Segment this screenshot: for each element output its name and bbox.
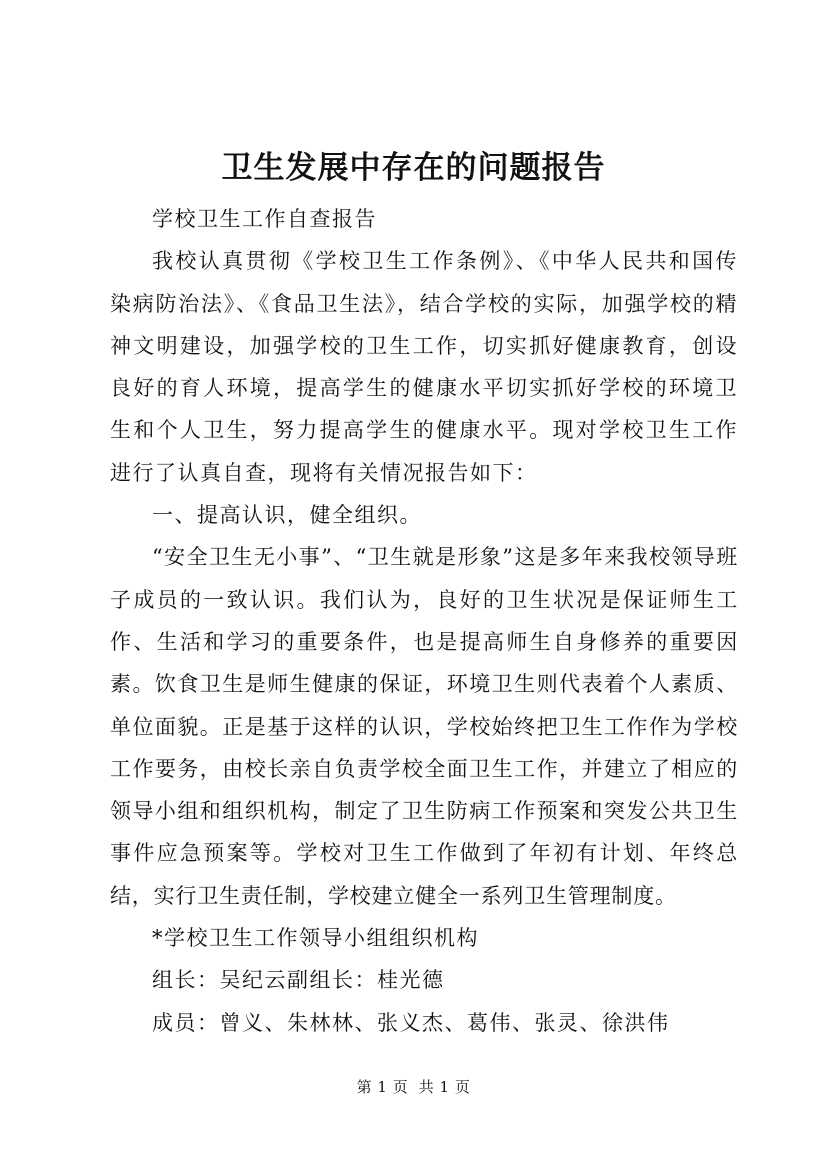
document-body [110,198,738,1044]
page-footer: 第 1 页 共 1 页 [356,1078,471,1096]
section-heading-self-check: 学校卫生工作自查报告 [152,207,377,231]
leaders-line: 组长：吴纪云副组长：桂光德 [152,968,445,993]
organization-paragraph: “安全卫生无小事”、“卫生就是形象”这是多年来我校领导班子成员的一致认识。我们认为，良好的卫生状况是保证师生工作、生活和学习的重要条件，也是提高师生自身修养的重要因素。饮食卫生是师生健康的保证，环境卫生则代表着个人素质、单位面貌。正是基于这样的认识，学校始终把卫生工作作为学校工作要务，由校长亲自负责学校全面卫生工作，并建立了相应的领导小组和组织机构，制定了卫生防病工作预案和突发公共卫生事件应急预案等。学校对卫生工作做到了年初有计划、年终总结，实行卫生责任制，学校建立健全一系列卫生管理制度。 [110,545,738,908]
section-heading-organization: 一、提高认识，健全组织。 [152,503,422,528]
members-line: 成员：曾义、朱林林、张义杰、葛伟、张灵、徐洪伟 [152,1010,670,1035]
document-title: 卫生发展中存在的问题报告 [221,150,606,186]
leadership-group-heading: *学校卫生工作领导小组组织机构 [152,926,479,951]
intro-paragraph: 我校认真贯彻《学校卫生工作条例》、《中华人民共和国传染病防治法》、《食品卫生法》，结合学校的实际，加强学校的精神文明建设，加强学校的卫生工作，切实抓好健康教育，创设良好的育人环境，提高学生的健康水平切实抓好学校的环境卫生和个人卫生，努力提高学生的健康水平。现对学校卫生工作进行了认真自查，现将有关情况报告如下： [110,249,738,485]
